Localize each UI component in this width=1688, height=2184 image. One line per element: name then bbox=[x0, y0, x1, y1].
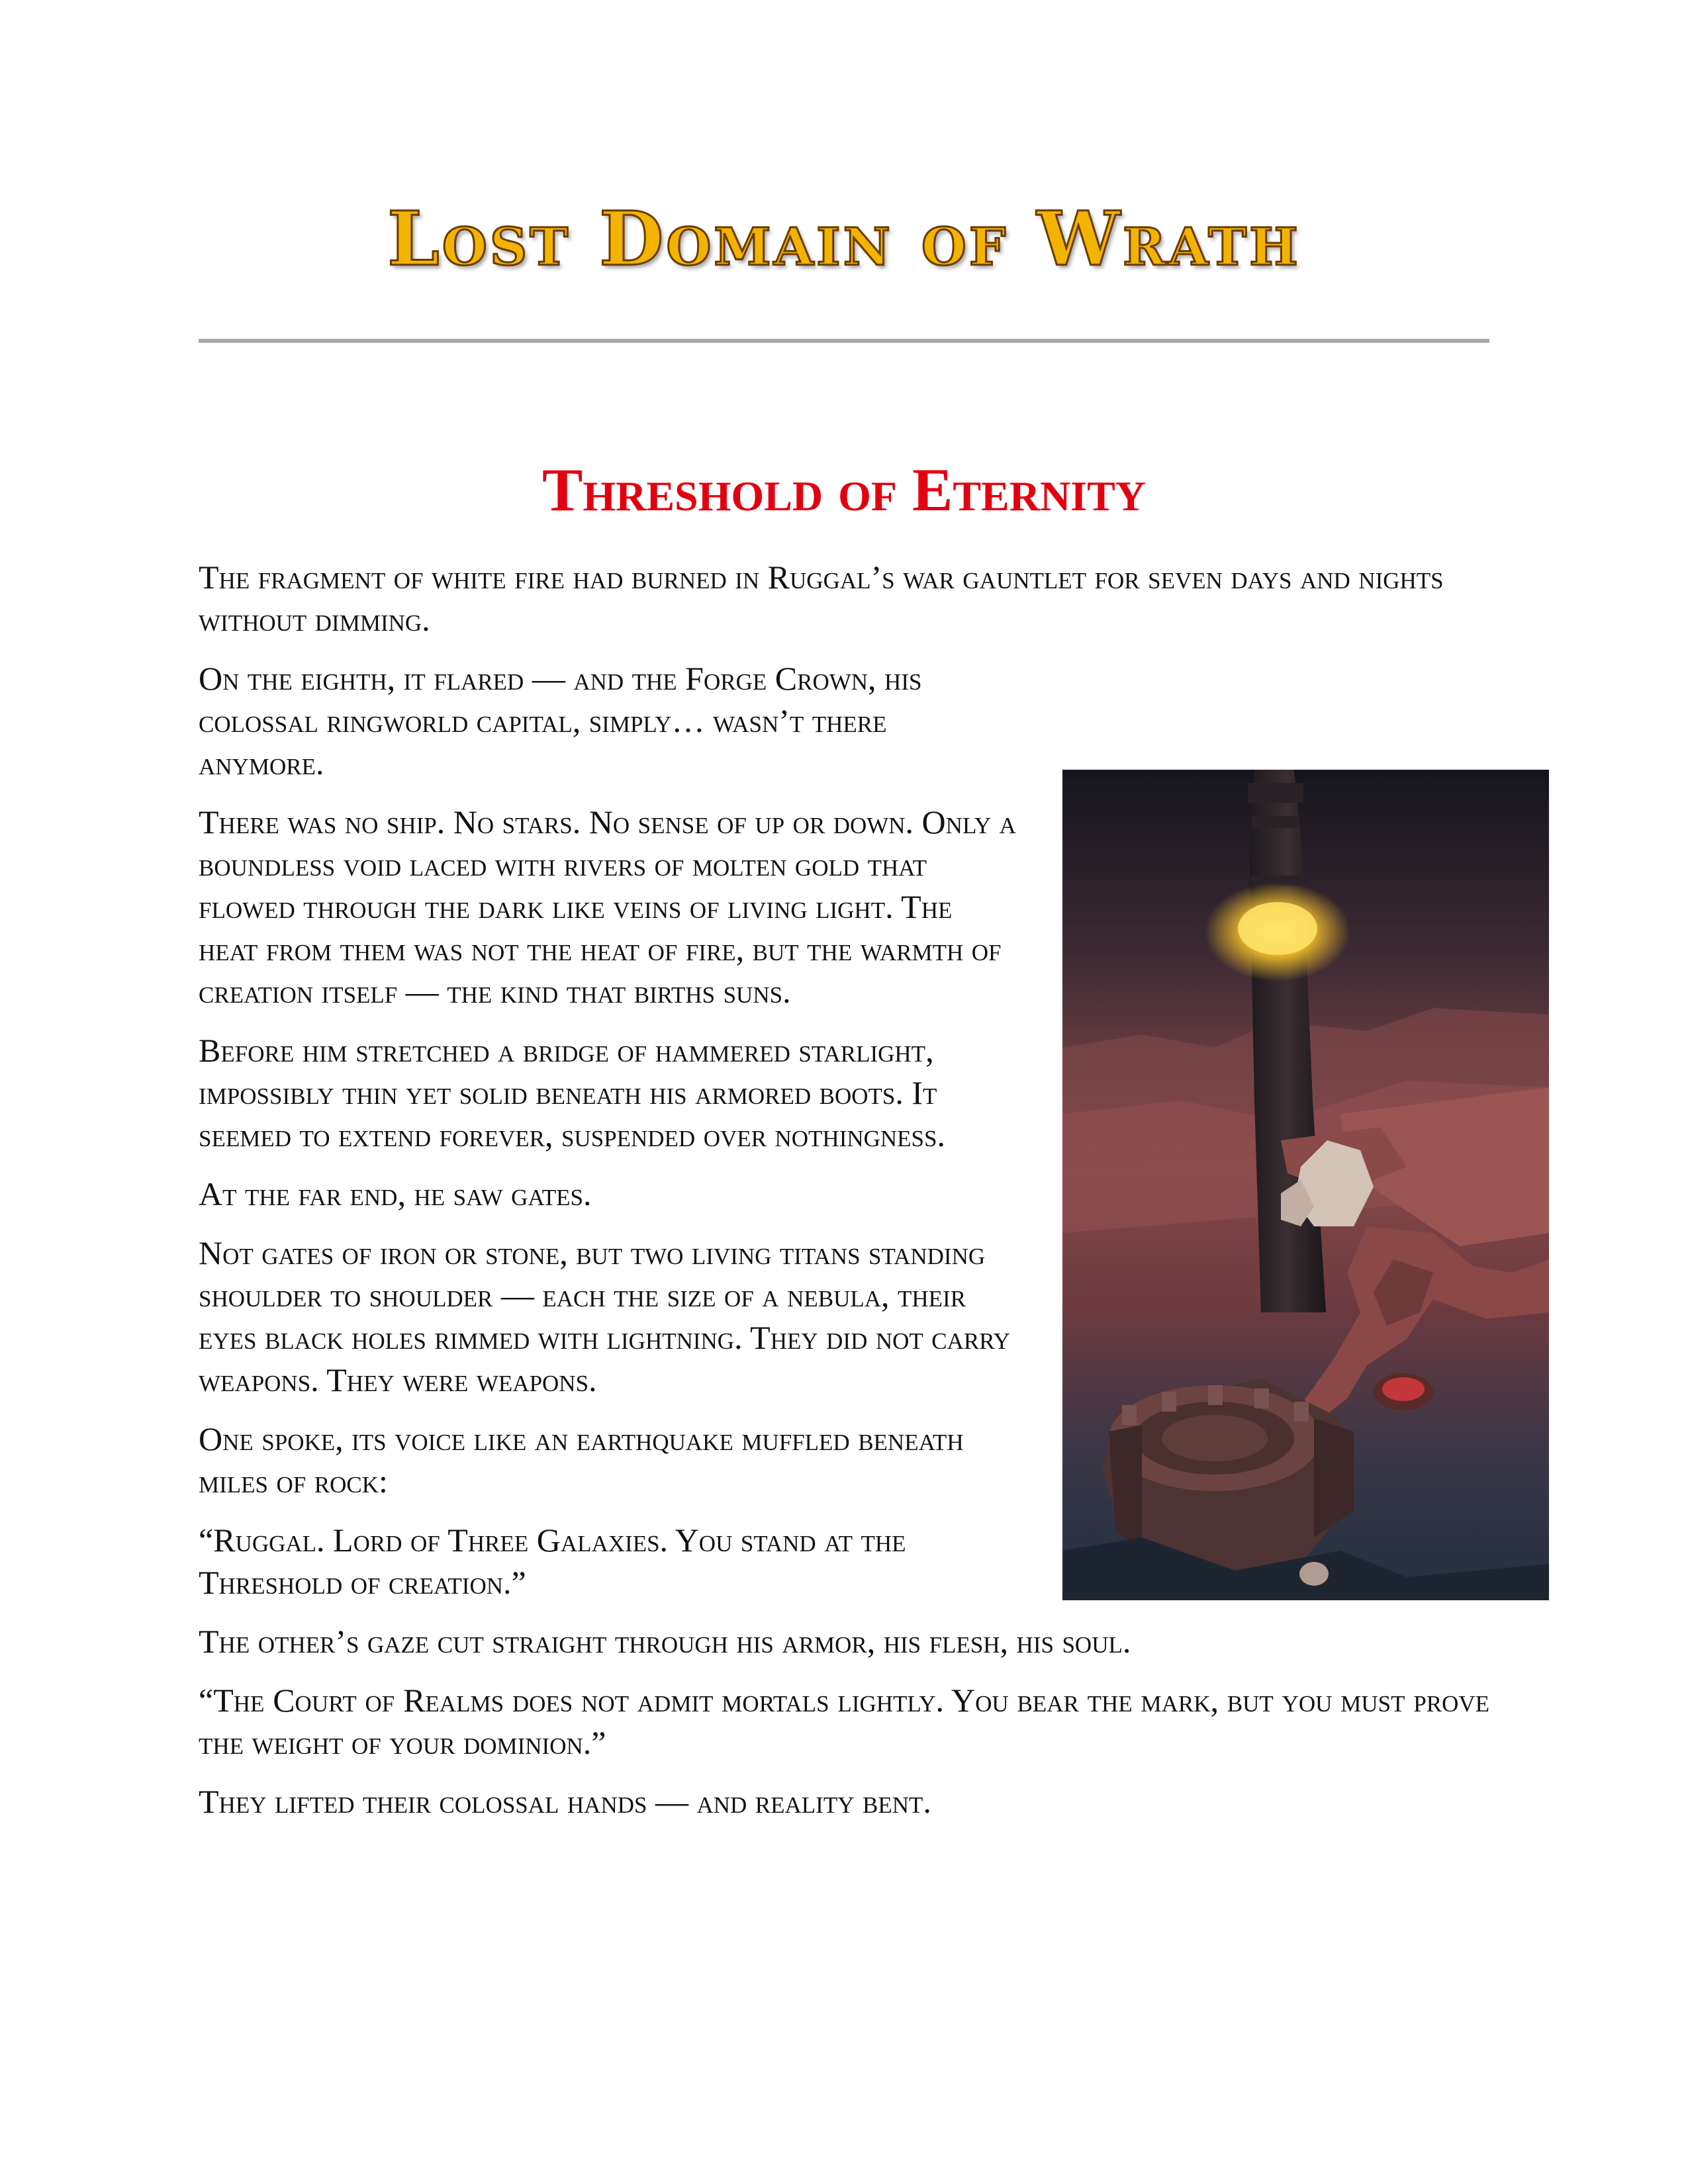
document-header bbox=[0, 196, 1688, 283]
paragraph: There was no ship. No stars. No sense of up or down. Only a boundless void laced with rivers of molten gold that flowed through the dark like veins of living light. The heat from them was not the heat of fire, but the warmth of creation itself — the kind that births suns. bbox=[199, 803, 1016, 1010]
fantasy-landscape-illustration bbox=[1062, 770, 1549, 1600]
document-title: Lost Domain of Wrath bbox=[387, 196, 1301, 283]
paragraph: One spoke, its voice like an earthquake muffled beneath miles of rock: bbox=[199, 1420, 964, 1500]
paragraph: The fragment of white fire had burned in Ruggal’s war gauntlet for seven days and nights without dimming. bbox=[199, 559, 1444, 638]
paragraph: Before him stretched a bridge of hammered starlight, impossibly thin yet solid beneath his armored boots. It seemed to extend forever, suspended over nothingness. bbox=[199, 1032, 945, 1154]
quote-paragraph: “Ruggal. Lord of Three Galaxies. You stand at the Threshold of creation.” bbox=[199, 1522, 906, 1601]
quote-paragraph: “The Court of Realms does not admit mortals lightly. You bear the mark, but you must prove the weight of your dominion.” bbox=[199, 1682, 1489, 1761]
paragraph: The other’s gaze cut straight through his armor, his flesh, his soul. bbox=[199, 1623, 1131, 1660]
title-divider bbox=[199, 339, 1489, 343]
paragraph: At the far end, he saw gates. bbox=[199, 1175, 592, 1212]
paragraph: On the eighth, it flared — and the Forge Crown, his colossal ringworld capital, simply… wasn’t there anymore. bbox=[199, 660, 922, 782]
chapter-title: Threshold of Eternity bbox=[542, 456, 1146, 523]
paragraph: Not gates of iron or stone, but two living titans standing shoulder to shoulder — each the size of a nebula, their eyes black holes rimmed with lightning. They did not carry weapons. They were weapons. bbox=[199, 1234, 1010, 1398]
chapter-body bbox=[199, 556, 1489, 1839]
paragraph: They lifted their colossal hands — and reality bent. bbox=[199, 1783, 931, 1820]
